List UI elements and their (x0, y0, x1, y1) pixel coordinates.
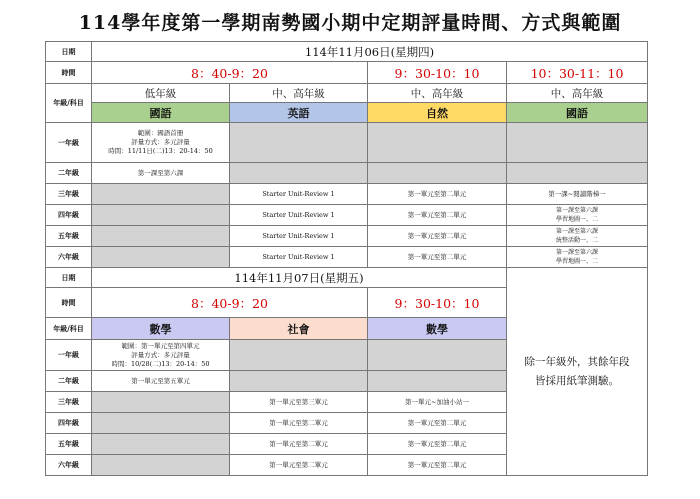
subject-social: 社會 (230, 318, 368, 340)
grade6-science-range: 第一單元至第二單元 (368, 247, 507, 268)
grade5-math-range: 第一單元至第二單元 (368, 434, 507, 455)
day2-date: 114年11月07日(星期五) (92, 268, 507, 288)
empty-cell (92, 247, 230, 268)
day1-time-row (46, 62, 648, 84)
grade3-math-range: 第一單元~加油小站一 (368, 392, 507, 413)
level-lower: 低年級 (92, 84, 230, 103)
empty-cell (92, 392, 230, 413)
day1-subject-row (46, 103, 648, 123)
day1-time-slot-3: 10：30-11：10 (507, 62, 648, 84)
page-title: 114學年度第一學期南勢國小期中定期評量時間、方式與範圍 (78, 12, 622, 34)
range-line: 第一課至第六課 (556, 249, 599, 256)
grade-label: 四年級 (46, 413, 92, 434)
day1-time-slot-1: 8：40-9：20 (92, 62, 368, 84)
grade-label: 六年級 (46, 455, 92, 476)
range-line: 第一課至第六課 (556, 228, 599, 235)
empty-cell (230, 371, 368, 392)
grade-subject-label: 年級/科目 (46, 84, 92, 123)
subject-math: 數學 (92, 318, 230, 340)
range-line: 學習地圖一、二 (556, 258, 599, 265)
empty-cell (92, 434, 230, 455)
time-label: 時間 (46, 62, 92, 84)
grade-subject-label: 年級/科目 (46, 318, 92, 340)
empty-cell (368, 163, 507, 184)
grade4-english-range: Starter Unit-Review 1 (230, 205, 368, 226)
subject-english: 英語 (230, 103, 368, 123)
info-range: 範圍：國語首冊 (137, 129, 184, 137)
grade3-social-range: 第一單元至第三單元 (230, 392, 368, 413)
empty-cell (92, 184, 230, 205)
empty-cell (507, 163, 648, 184)
subject-chinese: 國語 (92, 103, 230, 123)
grade-label: 二年級 (46, 371, 92, 392)
empty-cell (230, 340, 368, 371)
info-method: 評量方式：多元評量 (131, 350, 190, 359)
grade-label: 一年級 (46, 340, 92, 371)
grade-label: 二年級 (46, 163, 92, 184)
day1-grade1-row (46, 123, 648, 163)
info-time: 時間：10/28(二)13：20-14：50 (111, 359, 210, 368)
grade5-chinese-range (507, 226, 648, 247)
note-line: 皆採用紙筆測驗。 (535, 374, 619, 387)
exam-note (507, 268, 648, 476)
subject-chinese: 國語 (507, 103, 648, 123)
subject-math: 數學 (368, 318, 507, 340)
level-mid-high: 中、高年級 (507, 84, 648, 103)
day1-grade6-row (46, 247, 648, 268)
grade5-english-range: Starter Unit-Review 1 (230, 226, 368, 247)
range-line: 統整活動一、二 (556, 237, 599, 244)
grade5-social-range: 第一單元至第二單元 (230, 434, 368, 455)
day2-date-row (46, 268, 648, 288)
day1-time-slot-2: 9：30-10：10 (368, 62, 507, 84)
empty-cell (230, 163, 368, 184)
grade4-chinese-range (507, 205, 648, 226)
grade-label: 四年級 (46, 205, 92, 226)
day1-date-row (46, 42, 648, 62)
grade2-math-range: 第一單元至第五單元 (92, 371, 230, 392)
empty-cell (92, 205, 230, 226)
grade6-english-range: Starter Unit-Review 1 (230, 247, 368, 268)
day1-date: 114年11月06日(星期四) (92, 42, 648, 62)
day1-grade5-row (46, 226, 648, 247)
grade-label: 一年級 (46, 123, 92, 163)
grade-label: 六年級 (46, 247, 92, 268)
day2-time-slot-1: 8：40-9：20 (92, 288, 368, 318)
empty-cell (368, 340, 507, 371)
grade6-social-range: 第一單元至第二單元 (230, 455, 368, 476)
grade-label: 五年級 (46, 226, 92, 247)
grade6-chinese-range (507, 247, 648, 268)
grade4-science-range: 第一單元至第二單元 (368, 205, 507, 226)
date-label: 日期 (46, 42, 92, 62)
info-range: 範圍：第一單元至第四單元 (121, 341, 200, 350)
day1-grade3-row (46, 184, 648, 205)
subject-science: 自然 (368, 103, 507, 123)
day1-grade2-row (46, 163, 648, 184)
grade1-chinese-info (92, 123, 230, 163)
grade-label: 三年級 (46, 392, 92, 413)
day2-time-slot-2: 9：30-10：10 (368, 288, 507, 318)
grade6-math-range: 第一單元至第二單元 (368, 455, 507, 476)
grade-label: 三年級 (46, 184, 92, 205)
grade4-social-range: 第一單元至第二單元 (230, 413, 368, 434)
grade4-math-range: 第一單元至第二單元 (368, 413, 507, 434)
range-line: 第一課至第六課 (556, 207, 599, 214)
day1-level-row (46, 84, 648, 103)
empty-cell (507, 123, 648, 163)
time-label: 時間 (46, 288, 92, 318)
date-label: 日期 (46, 268, 92, 288)
empty-cell (368, 371, 507, 392)
grade3-chinese-range: 第一課~閱讀階梯一 (507, 184, 648, 205)
info-method: 評量方式：多元評量 (131, 138, 190, 146)
empty-cell (368, 123, 507, 163)
exam-schedule-table (45, 41, 648, 476)
info-time: 時間：11/11日(二)13：20-14：50 (108, 147, 213, 155)
grade3-english-range: Starter Unit-Review 1 (230, 184, 368, 205)
range-line: 學習地圖一、二 (556, 216, 599, 223)
level-mid-high: 中、高年級 (230, 84, 368, 103)
grade5-science-range: 第一單元至第二單元 (368, 226, 507, 247)
level-mid-high: 中、高年級 (368, 84, 507, 103)
grade1-math-info (92, 340, 230, 371)
note-line: 除一年級外，其餘年段 (524, 355, 630, 368)
empty-cell (92, 413, 230, 434)
empty-cell (92, 226, 230, 247)
empty-cell (92, 455, 230, 476)
grade3-science-range: 第一單元至第二單元 (368, 184, 507, 205)
empty-cell (230, 123, 368, 163)
day1-grade4-row (46, 205, 648, 226)
grade2-chinese-range: 第一課至第六課 (92, 163, 230, 184)
grade-label: 五年級 (46, 434, 92, 455)
